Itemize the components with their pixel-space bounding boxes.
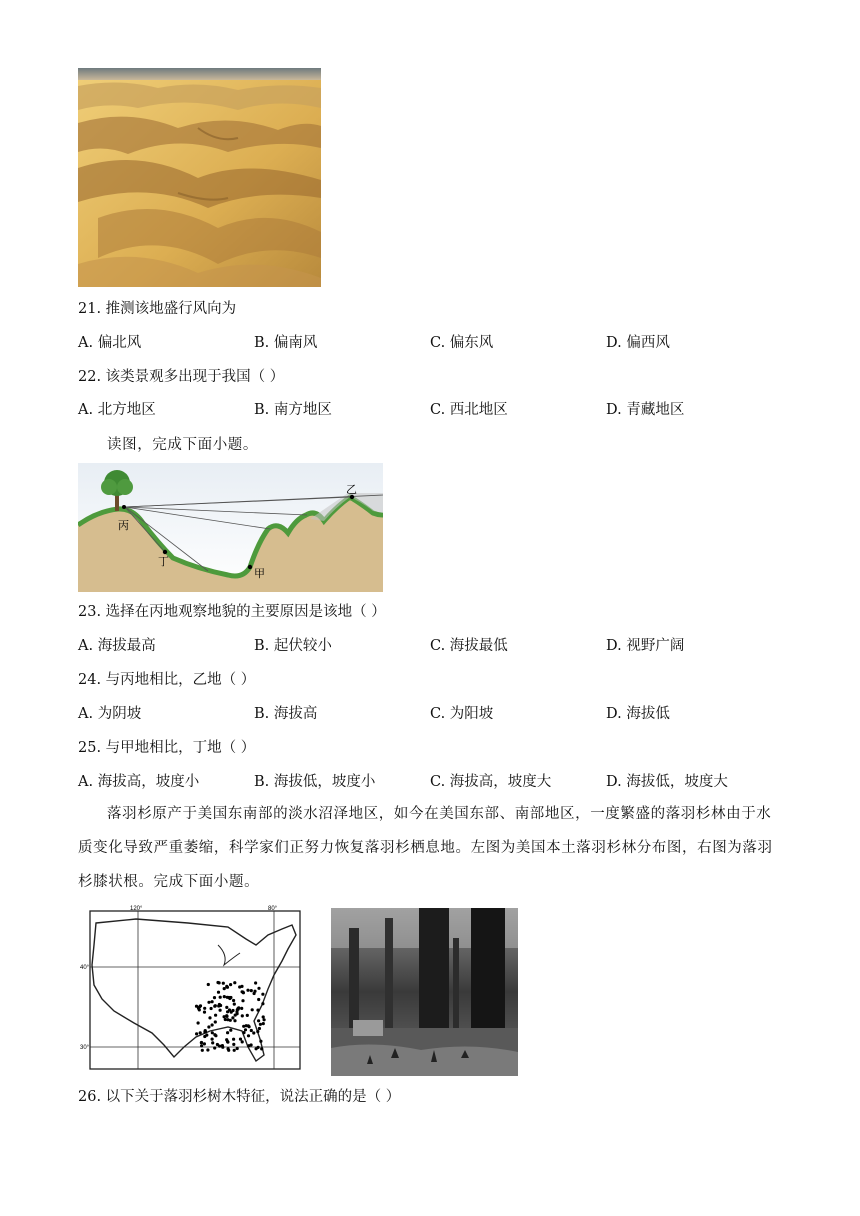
distribution-dot xyxy=(233,1049,236,1052)
distribution-dot xyxy=(203,1035,206,1038)
distribution-dot xyxy=(261,993,264,996)
distribution-dot xyxy=(211,1023,214,1026)
question-22: 22. 该类景观多出现于我国（ ） xyxy=(78,369,285,385)
distribution-dot xyxy=(218,981,221,984)
distribution-dot xyxy=(206,1048,209,1051)
distribution-dot xyxy=(195,1032,198,1035)
distribution-dot xyxy=(263,1018,266,1021)
q21-option-a[interactable]: A. 偏北风 xyxy=(78,335,142,351)
map-label-80: 80° xyxy=(268,906,278,912)
distribution-dot xyxy=(226,1031,229,1034)
distribution-dot xyxy=(242,1031,245,1034)
distribution-dot xyxy=(219,1009,222,1012)
distribution-dot xyxy=(210,1007,213,1010)
distribution-dot xyxy=(214,1020,217,1023)
distribution-dot xyxy=(262,1022,265,1025)
distribution-dot xyxy=(213,996,216,999)
distribution-dot xyxy=(213,1033,216,1036)
distribution-dot xyxy=(230,1011,233,1014)
distribution-dot xyxy=(241,1040,244,1043)
distribution-dot xyxy=(207,1025,210,1028)
q25-option-c[interactable]: C. 海拔高，坡度大 xyxy=(430,774,552,790)
distribution-dot xyxy=(257,998,260,1001)
q21-option-d[interactable]: D. 偏西风 xyxy=(606,335,670,351)
q24-option-d[interactable]: D. 海拔低 xyxy=(606,706,670,722)
q24-option-b[interactable]: B. 海拔高 xyxy=(254,706,318,722)
distribution-dot xyxy=(247,1044,250,1047)
distribution-dot xyxy=(214,1014,217,1017)
q23-option-a[interactable]: A. 海拔最高 xyxy=(78,638,156,654)
distribution-dot xyxy=(251,1008,254,1011)
label-yi: 乙 xyxy=(346,484,357,496)
distribution-dot xyxy=(200,1041,203,1044)
distribution-dot xyxy=(197,1021,200,1024)
distribution-dot xyxy=(226,1040,229,1043)
distribution-dot xyxy=(240,1007,243,1010)
cypress-knee-roots-photo xyxy=(331,908,518,1076)
question-23: 23. 选择在丙地观察地貌的主要原因是该地（ ） xyxy=(78,604,386,620)
distribution-dot xyxy=(244,1028,247,1031)
distribution-dot xyxy=(203,1011,206,1014)
distribution-dot xyxy=(258,1027,261,1030)
distribution-dot xyxy=(233,1003,236,1006)
distribution-dot xyxy=(222,982,225,985)
distribution-dot xyxy=(227,1049,230,1052)
q25-option-a[interactable]: A. 海拔高，坡度小 xyxy=(78,774,200,790)
distribution-dot xyxy=(225,985,228,988)
distribution-dot xyxy=(257,1019,260,1022)
distribution-dot xyxy=(241,1014,244,1017)
distribution-dot xyxy=(207,983,210,986)
distribution-dot xyxy=(247,1034,250,1037)
distribution-dot xyxy=(236,1012,239,1015)
distribution-dot xyxy=(204,1029,207,1032)
q22-option-a[interactable]: A. 北方地区 xyxy=(78,402,156,418)
q22-option-d[interactable]: D. 青藏地区 xyxy=(606,402,685,418)
terrain-profile-figure xyxy=(78,463,383,592)
q22-option-c[interactable]: C. 西北地区 xyxy=(430,402,508,418)
distribution-dot xyxy=(257,987,260,990)
q25-option-d[interactable]: D. 海拔低，坡度大 xyxy=(606,774,728,790)
q24-option-a[interactable]: A. 为阴坡 xyxy=(78,706,142,722)
map-label-120: 120° xyxy=(130,906,143,912)
q23-option-c[interactable]: C. 海拔最低 xyxy=(430,638,508,654)
passage-bald-cypress: 落羽杉原产于美国东南部的淡水沼泽地区，如今在美国东部、南部地区，一度繁盛的落羽杉林由于水质变化导致严重萎缩，科学家们正努力恢复落羽杉栖息地。左图为美国本土落羽杉林分布图，右图为落羽杉膝状根。完成下面小题。 xyxy=(78,806,773,890)
question-21: 21. 推测该地盛行风向为 xyxy=(78,301,237,317)
distribution-dot xyxy=(246,989,249,992)
distribution-dot xyxy=(252,1031,255,1034)
distribution-dot xyxy=(232,1043,235,1046)
intro-read-figure: 读图，完成下面小题。 xyxy=(107,437,258,453)
distribution-dot xyxy=(239,1038,242,1041)
distribution-dot xyxy=(229,983,232,986)
distribution-dot xyxy=(213,1046,216,1049)
us-distribution-map xyxy=(78,905,306,1075)
distribution-dot xyxy=(200,1044,203,1047)
distribution-dot xyxy=(197,1007,200,1010)
distribution-dot xyxy=(203,1007,206,1010)
distribution-dot xyxy=(250,1029,253,1032)
q24-option-c[interactable]: C. 为阳坡 xyxy=(430,706,494,722)
distribution-dot xyxy=(254,981,257,984)
distribution-dot xyxy=(208,1016,211,1019)
distribution-dot xyxy=(256,1009,259,1012)
distribution-dot xyxy=(223,1015,226,1018)
distribution-dot xyxy=(261,1002,264,1005)
distribution-dot xyxy=(223,995,226,998)
distribution-dot xyxy=(259,1040,262,1043)
distribution-dot xyxy=(257,1046,260,1049)
distribution-dot xyxy=(233,981,236,984)
q23-option-b[interactable]: B. 起伏较小 xyxy=(254,638,332,654)
distribution-dot xyxy=(219,996,222,999)
distribution-dot xyxy=(260,1047,263,1050)
label-bing: 丙 xyxy=(118,520,129,532)
distribution-dot xyxy=(216,1043,219,1046)
distribution-dot xyxy=(211,1031,214,1034)
distribution-dot xyxy=(262,1015,265,1018)
distribution-dot xyxy=(246,1014,249,1017)
distribution-dot xyxy=(217,991,220,994)
distribution-dot xyxy=(237,1006,240,1009)
distribution-dot xyxy=(241,999,244,1002)
distribution-dot xyxy=(223,987,226,990)
distribution-dot xyxy=(242,991,245,994)
distribution-dot xyxy=(232,1038,235,1041)
distribution-dot xyxy=(232,999,235,1002)
desert-dunes-photo xyxy=(78,68,321,287)
question-26: 26. 以下关于落羽杉树木特征，说法正确的是（ ） xyxy=(78,1089,401,1105)
distribution-dot xyxy=(211,1038,214,1041)
distribution-dot xyxy=(250,989,253,992)
q21-option-c[interactable]: C. 偏东风 xyxy=(430,335,494,351)
distribution-dot xyxy=(231,1016,234,1019)
distribution-dot xyxy=(256,1030,259,1033)
distribution-dot xyxy=(211,1000,214,1003)
distribution-dot xyxy=(218,1003,221,1006)
distribution-dot xyxy=(259,1023,262,1026)
distribution-dot xyxy=(228,997,231,1000)
distribution-dot xyxy=(226,1018,229,1021)
distribution-dot xyxy=(253,992,256,995)
distribution-dot xyxy=(238,985,241,988)
distribution-dot xyxy=(199,1031,202,1034)
distribution-dot xyxy=(233,1019,236,1022)
distribution-dot xyxy=(245,1024,248,1027)
distribution-dot xyxy=(221,1044,224,1047)
label-jia: 甲 xyxy=(254,568,265,580)
question-25: 25. 与甲地相比，丁地（ ） xyxy=(78,740,256,756)
distribution-dot xyxy=(207,1001,210,1004)
distribution-dot xyxy=(236,1047,239,1050)
distribution-dot xyxy=(201,1049,204,1052)
distribution-dot xyxy=(203,1042,206,1045)
distribution-dot xyxy=(214,1004,217,1007)
distribution-dot xyxy=(225,1006,228,1009)
q21-option-b[interactable]: B. 偏南风 xyxy=(254,335,318,351)
distribution-dot xyxy=(211,1041,214,1044)
distribution-dot xyxy=(229,1029,232,1032)
label-ding: 丁 xyxy=(158,556,169,568)
question-24: 24. 与丙地相比，乙地（ ） xyxy=(78,672,256,688)
q25-option-b[interactable]: B. 海拔低，坡度小 xyxy=(254,774,376,790)
map-label-40: 40° xyxy=(80,965,90,971)
map-label-30: 30° xyxy=(80,1045,90,1051)
q22-option-b[interactable]: B. 南方地区 xyxy=(254,402,332,418)
q23-option-d[interactable]: D. 视野广阔 xyxy=(606,638,685,654)
